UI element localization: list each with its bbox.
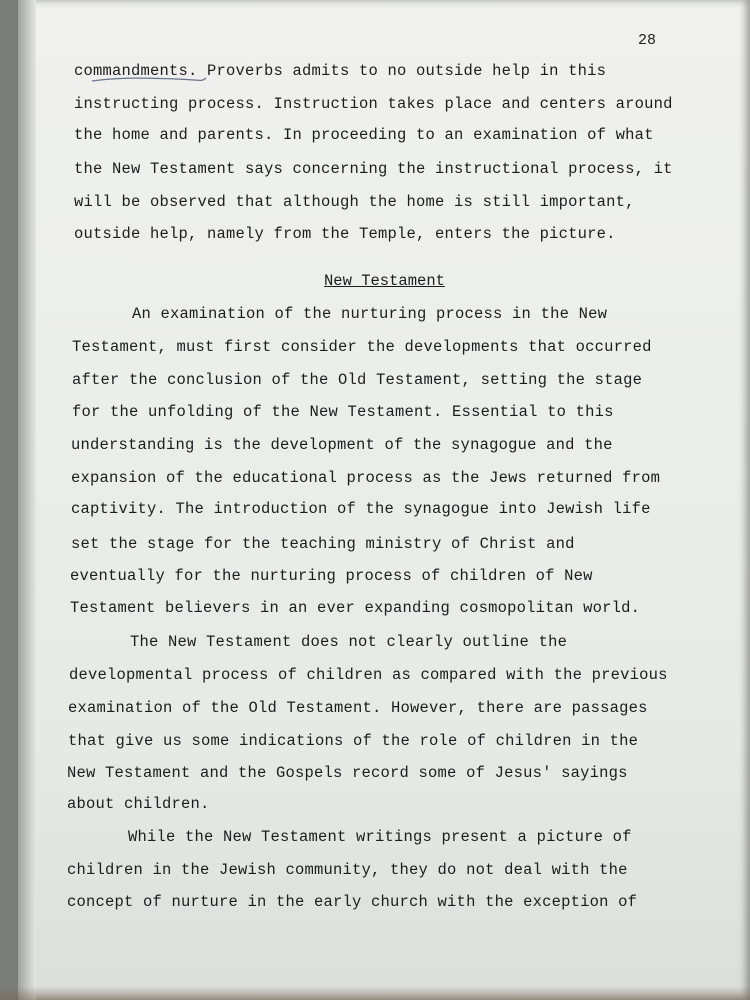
text-line-12: expansion of the educational process as the Jews returned from (71, 469, 661, 487)
document-page (18, 0, 750, 1000)
text-line-1: commandments. Proverbs admits to no outside help in this (74, 62, 607, 80)
text-line-10: for the unfolding of the New Testament. Essential to this (72, 403, 614, 421)
text-line-18: developmental process of children as compared with the previous (69, 666, 668, 684)
text-line-23: While the New Testament writings present a picture of (128, 828, 632, 846)
text-line-6: outside help, namely from the Temple, enters the picture. (74, 225, 616, 243)
text-line-8: Testament, must first consider the developments that occurred (72, 338, 652, 356)
text-line-11: understanding is the development of the synagogue and the (71, 436, 613, 454)
section-heading: New Testament (324, 272, 445, 290)
page-number: 28 (638, 32, 657, 49)
page-bottom-shadow (0, 986, 750, 1000)
text-line-7: An examination of the nurturing process in the New (132, 305, 608, 323)
text-line-17: The New Testament does not clearly outline the (130, 633, 568, 651)
text-line-2: instructing process. Instruction takes place and centers around (74, 95, 673, 113)
text-line-19: examination of the Old Testament. However, there are passages (68, 699, 648, 717)
text-line-24: children in the Jewish community, they do not deal with the (67, 861, 628, 879)
text-line-4: the New Testament says concerning the instructional process, it (74, 160, 673, 178)
text-line-21: New Testament and the Gospels record some of Jesus' sayings (67, 764, 628, 782)
text-line-25: concept of nurture in the early church with the exception of (67, 893, 638, 911)
text-line-15: eventually for the nurturing process of children of New (70, 567, 593, 585)
text-line-14: set the stage for the teaching ministry of Christ and (71, 535, 575, 553)
text-line-13: captivity. The introduction of the synagogue into Jewish life (71, 500, 651, 518)
text-line-16: Testament believers in an ever expanding cosmopolitan world. (70, 599, 641, 617)
text-line-20: that give us some indications of the role of children in the (68, 732, 639, 750)
text-line-9: after the conclusion of the Old Testament, setting the stage (72, 371, 643, 389)
text-line-22: about children. (67, 795, 210, 813)
text-line-5: will be observed that although the home is still important, (74, 193, 635, 211)
page-edge (18, 0, 36, 1000)
text-line-3: the home and parents. In proceeding to an examination of what (74, 126, 654, 144)
